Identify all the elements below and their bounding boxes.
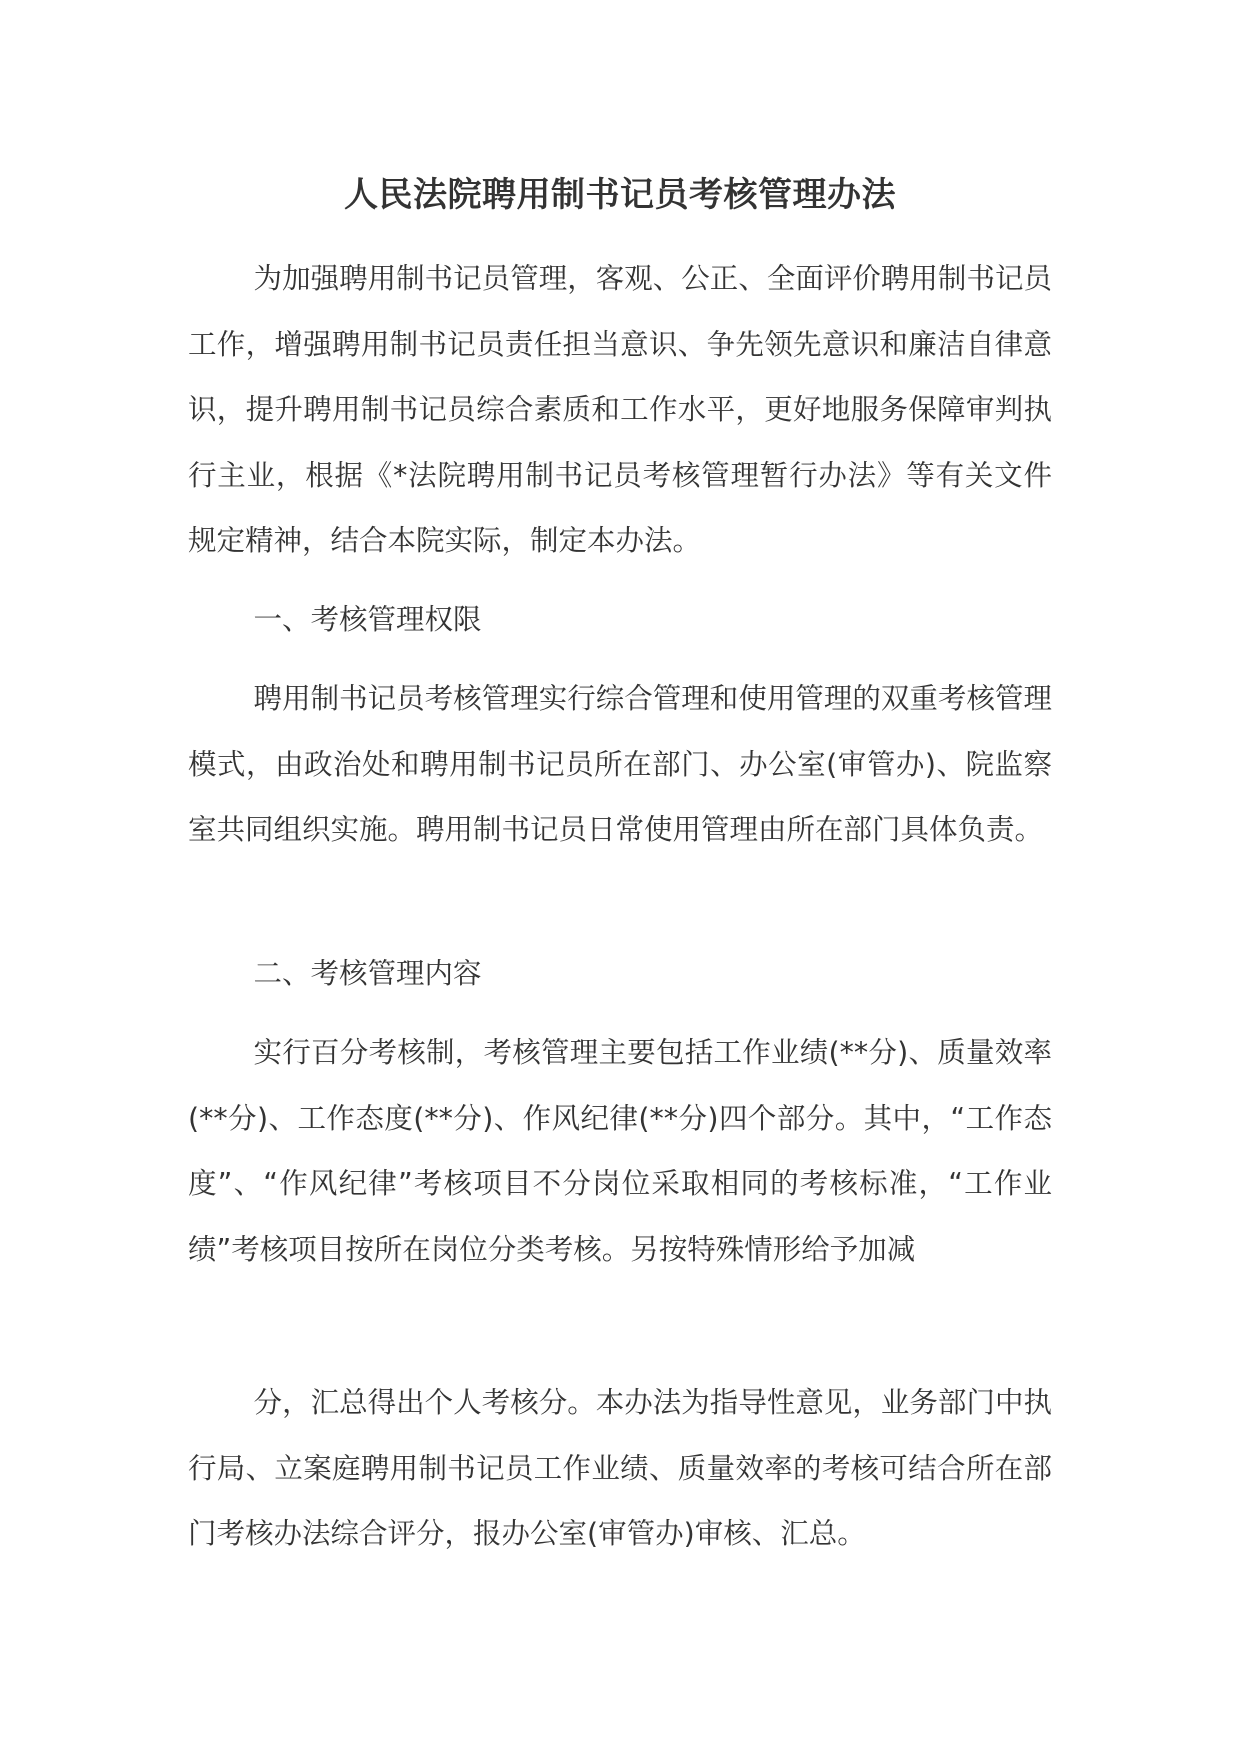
section-2-heading: 二、考核管理内容 bbox=[253, 957, 482, 990]
section-1-heading: 一、考核管理权限 bbox=[253, 603, 482, 636]
section-2-paragraph-continued: 分，汇总得出个人考核分。本办法为指导性意见，业务部门中执行局、立案庭聘用制书记员工作业绩、质量效率的考核可结合所在部门考核办法综合评分，报办公室(审管办)审核、汇总。 bbox=[188, 1386, 1052, 1550]
section-1-paragraph: 聘用制书记员考核管理实行综合管理和使用管理的双重考核管理模式，由政治处和聘用制书记员所在部门、办公室(审管办)、院监察室共同组织实施。聘用制书记员日常使用管理由所在部门具体负责。 bbox=[188, 682, 1052, 846]
document-title: 人民法院聘用制书记员考核管理办法 bbox=[344, 175, 896, 215]
section-2-paragraph: 实行百分考核制，考核管理主要包括工作业绩(**分)、质量效率(**分)、工作态度(**分)、作风纪律(**分)四个部分。其中，“工作态度”、“作风纪律”考核项目不分岗位采取相同的考核标准，“工作业绩”考核项目按所在岗位分类考核。另按特殊情形给予加减 bbox=[188, 1036, 1052, 1266]
intro-paragraph: 为加强聘用制书记员管理，客观、公正、全面评价聘用制书记员工作，增强聘用制书记员责任担当意识、争先领先意识和廉洁自律意识，提升聘用制书记员综合素质和工作水平，更好地服务保障审判执行主业，根据《*法院聘用制书记员考核管理暂行办法》等有关文件规定精神，结合本院实际，制定本办法。 bbox=[188, 262, 1052, 557]
